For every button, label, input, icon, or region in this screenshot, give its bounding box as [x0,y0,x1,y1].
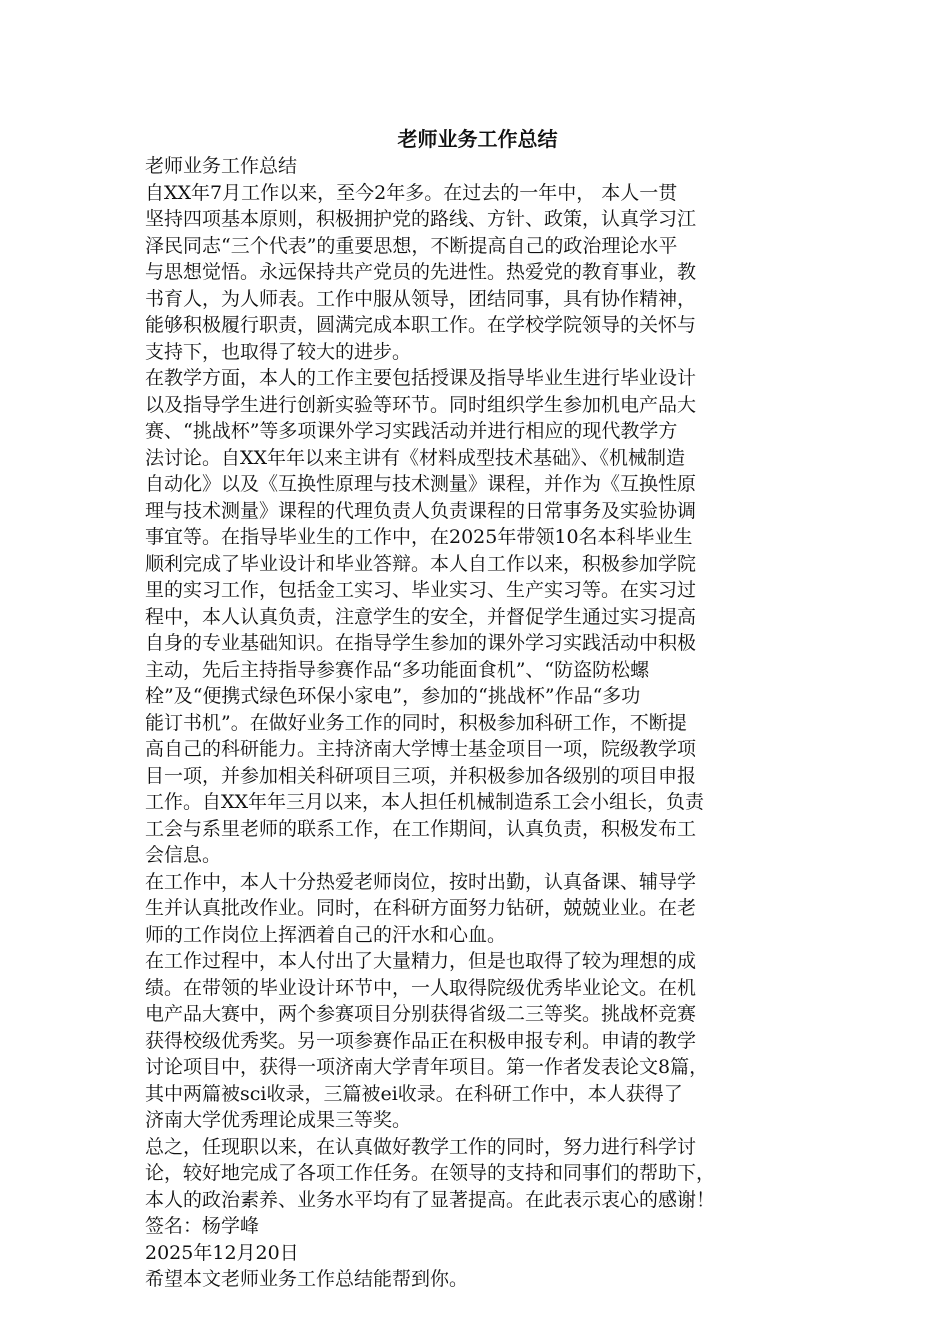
text-line: 老师业务工作总结 [145,155,298,177]
text-line: 能够积极履行职责，圆满完成本职工作。在学校学院领导的关怀与 [145,314,697,336]
text-line: 主动，先后主持指导参赛作品“多功能面食机”、“防盗防松螺 [145,658,650,681]
text-line: 论，较好地完成了各项工作任务。在领导的支持和同事们的帮助下， [145,1162,716,1184]
text-line: 会信息。 [145,844,222,866]
text-line: 其中两篇被sci收录，三篇被ei收录。在科研工作中，本人获得了 [145,1082,683,1105]
text-line: 赛、“挑战杯”等多项课外学习实践活动并进行相应的现代教学方 [145,420,678,442]
text-line: 在工作过程中，本人付出了大量精力，但是也取得了较为理想的成 [145,950,697,972]
text-line: 目一项，并参加相关科研项目三项，并积极参加各级别的项目申报 [145,764,697,787]
document-text [145,153,810,1293]
text-line: 以及指导学生进行创新实验等环节。同时组织学生参加机电产品大 [145,393,697,416]
document-title: 老师业务工作总结 [397,127,558,151]
text-line: 电产品大赛中，两个参赛项目分别获得省级二三等奖。挑战杯竞赛 [145,1003,697,1025]
text-line: 与思想觉悟。永远保持共产党员的先进性。热爱党的教育事业，教 [145,261,697,283]
text-line: 自身的专业基础知识。在指导学生参加的课外学习实践活动中积极 [145,632,697,654]
text-line: 事宜等。在指导毕业生的工作中，在2025年带领10名本科毕业生 [145,526,693,548]
text-line: 济南大学优秀理论成果三等奖。 [145,1109,412,1131]
text-line: 自动化》以及《互换性原理与技术测量》课程，并作为《互换性原 [145,473,697,495]
text-line: 栓”及“便携式绿色环保小家电”，参加的“挑战杯”作品“多功 [145,685,641,707]
text-line: 生并认真批改作业。同时，在科研方面努力钻研，兢兢业业。在老 [145,897,697,919]
text-line: 工会与系里老师的联系工作，在工作期间，认真负责，积极发布工 [145,817,697,840]
document-body [145,125,810,1293]
text-line: 讨论项目中，获得一项济南大学青年项目。第一作者发表论文8篇， [145,1056,709,1078]
text-line: 总之，任现职以来，在认真做好教学工作的同时，努力进行科学讨 [145,1135,697,1158]
text-line: 本人的政治素养、业务水平均有了显著提高。在此表示衷心的感谢！ [145,1188,716,1211]
text-line: 法讨论。自XX年年以来主讲有《材料成型技术基础》、《机械制造 [145,446,686,469]
text-line: 理与技术测量》课程的代理负责人负责课程的日常事务及实验协调 [145,499,697,522]
text-line: 里的实习工作，包括金工实习、毕业实习、生产实习等。在实习过 [145,579,697,601]
text-line: 坚持四项基本原则，积极拥护党的路线、方针、政策，认真学习江 [145,208,697,230]
text-line: 顺利完成了毕业设计和毕业答辩。本人自工作以来，积极参加学院 [145,552,697,575]
text-line: 希望本文老师业务工作总结能帮到你。 [145,1268,469,1290]
text-line: 2025年12月20日 [145,1241,299,1264]
text-line: 程中，本人认真负责，注意学生的安全，并督促学生通过实习提高 [145,605,697,628]
text-line: 高自己的科研能力。主持济南大学博士基金项目一项，院级教学项 [145,738,697,760]
text-line: 签名：杨学峰 [145,1215,260,1237]
text-line: 能订书机”。在做好业务工作的同时，积极参加科研工作，不断提 [145,711,687,734]
text-line: 在工作中，本人十分热爱老师岗位，按时出勤，认真备课、辅导学 [145,870,697,893]
text-line: 师的工作岗位上挥洒着自己的汗水和心血。 [145,923,507,946]
text-line: 获得校级优秀奖。另一项参赛作品正在积极申报专利。申请的教学 [145,1029,697,1052]
text-line: 自XX年7月工作以来，至今2年多。在过去的一年中， 本人一贯 [145,181,678,204]
text-line: 泽民同志“三个代表”的重要思想，不断提高自己的政治理论水平 [145,234,678,257]
text-line: 绩。在带领的毕业设计环节中，一人取得院级优秀毕业论文。在机 [145,976,697,999]
text-line: 在教学方面，本人的工作主要包括授课及指导毕业生进行毕业设计 [145,367,697,389]
text-line: 书育人，为人师表。工作中服从领导，团结同事，具有协作精神， [145,287,697,310]
text-line: 支持下，也取得了较大的进步。 [145,340,412,363]
text-line: 工作。自XX年年三月以来，本人担任机械制造系工会小组长，负责 [145,791,705,813]
